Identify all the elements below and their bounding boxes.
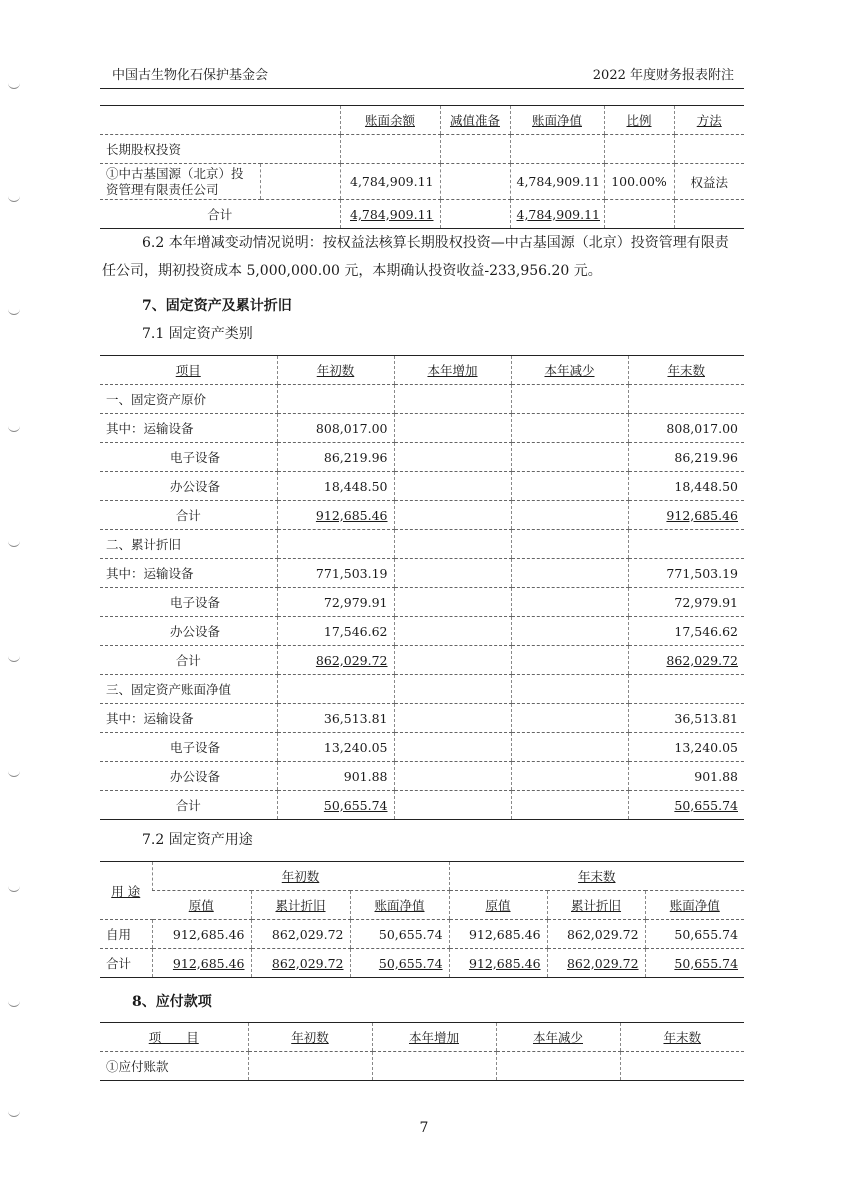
- table-row: [100, 675, 744, 704]
- increase-value: [394, 559, 511, 588]
- row-label: 电子设备: [100, 588, 277, 617]
- header-cell: 账面余额: [340, 106, 440, 135]
- end-value: 862,029.72: [628, 646, 744, 675]
- value-cell: 50,655.74: [645, 920, 744, 949]
- header-cell: 减值准备: [440, 106, 510, 135]
- begin-value: 912,685.46: [277, 501, 394, 530]
- begin-value: 17,546.62: [277, 617, 394, 646]
- begin-value: 18,448.50: [277, 472, 394, 501]
- value-cell: 912,685.46: [152, 949, 251, 978]
- increase-value: [394, 443, 511, 472]
- value-cell: 50,655.74: [350, 949, 449, 978]
- row-label: 合计: [100, 200, 340, 229]
- row-label: 其中：运输设备: [100, 559, 277, 588]
- table-row: [100, 646, 744, 675]
- row-label: 一、固定资产原价: [100, 385, 277, 414]
- header-cell: 本年减少: [496, 1023, 620, 1052]
- begin-value: 862,029.72: [277, 646, 394, 675]
- header-cell: 账面净值: [510, 106, 604, 135]
- section-7-2-title: 7.2 固定资产用途: [142, 832, 253, 848]
- begin-value: [277, 675, 394, 704]
- section-8-title: 8、应付款项: [132, 994, 212, 1010]
- decrease-value: [511, 791, 628, 820]
- row-label: 二、累计折旧: [100, 530, 277, 559]
- increase-value: [394, 414, 511, 443]
- table-row: [100, 443, 744, 472]
- punch-mark: [8, 308, 20, 315]
- increase-value: [394, 646, 511, 675]
- header-cell: 比例: [604, 106, 674, 135]
- end-value: 50,655.74: [628, 791, 744, 820]
- punch-mark: [8, 885, 20, 892]
- decrease-value: [511, 646, 628, 675]
- end-value: 771,503.19: [628, 559, 744, 588]
- value-cell: 912,685.46: [449, 920, 547, 949]
- decrease-value: [511, 675, 628, 704]
- decrease-value: [511, 443, 628, 472]
- table-row: [100, 949, 744, 978]
- table-row: [100, 617, 744, 646]
- increase-value: [394, 675, 511, 704]
- punch-mark: [8, 1000, 20, 1007]
- end-value: 808,017.00: [628, 414, 744, 443]
- row-label: 电子设备: [100, 443, 277, 472]
- table-row: [100, 791, 744, 820]
- note-6-2: 6.2 本年增减变动情况说明：按权益法核算长期股权投资—中古基国源（北京）投资管理有限责任公司，期初投资成本 5,000,000.00 元，本期确认投资收益-233,956.20 元。: [102, 235, 729, 279]
- end-value: 901.88: [628, 762, 744, 791]
- page-number: 7: [419, 1120, 429, 1136]
- end-value: 912,685.46: [628, 501, 744, 530]
- value-cell: 862,029.72: [251, 920, 350, 949]
- decrease-value: [511, 704, 628, 733]
- table-row: [100, 1052, 744, 1081]
- punch-mark: [8, 770, 20, 777]
- row-label: 合计: [100, 791, 277, 820]
- table-subheader-row: [100, 891, 744, 920]
- table-header-row: [100, 356, 744, 385]
- decrease-value: [511, 414, 628, 443]
- row-label: 三、固定资产账面净值: [100, 675, 277, 704]
- value-cell: 862,029.72: [251, 949, 350, 978]
- row-label: 其中：运输设备: [100, 704, 277, 733]
- punch-mark: [8, 1110, 20, 1117]
- row-label: 办公设备: [100, 617, 277, 646]
- header-cell: 本年减少: [511, 356, 628, 385]
- punch-mark: [8, 82, 20, 89]
- value-cell: 862,029.72: [547, 920, 645, 949]
- decrease-value: [511, 617, 628, 646]
- punch-mark: [8, 425, 20, 432]
- decrease-value: [511, 385, 628, 414]
- method: 权益法: [674, 164, 744, 200]
- table-row: [100, 414, 744, 443]
- increase-value: [394, 733, 511, 762]
- header-cell: 年末数: [620, 1023, 744, 1052]
- punch-mark: [8, 655, 20, 662]
- end-value: [628, 530, 744, 559]
- value-cell: 50,655.74: [645, 949, 744, 978]
- punch-mark: [8, 195, 20, 202]
- begin-value: 901.88: [277, 762, 394, 791]
- equity-investment-table: [100, 105, 744, 229]
- value-cell: 912,685.46: [449, 949, 547, 978]
- begin-value: 86,219.96: [277, 443, 394, 472]
- begin-value: 50,655.74: [277, 791, 394, 820]
- increase-value: [394, 472, 511, 501]
- header-cell: 原值: [152, 891, 251, 920]
- value-cell: 912,685.46: [152, 920, 251, 949]
- header-doc-title: 2022 年度财务报表附注: [592, 68, 734, 83]
- table-row: [100, 472, 744, 501]
- ratio: 100.00%: [604, 164, 674, 200]
- begin-value: [277, 530, 394, 559]
- row-label: 长期股权投资: [100, 135, 340, 164]
- row-label: 电子设备: [100, 733, 277, 762]
- decrease-value: [511, 472, 628, 501]
- end-value: 18,448.50: [628, 472, 744, 501]
- row-label: 合计: [100, 949, 152, 978]
- usage-header: 用 途: [100, 862, 152, 920]
- table-row: [100, 530, 744, 559]
- table-row: [100, 704, 744, 733]
- row-label: 其中：运输设备: [100, 414, 277, 443]
- row-label: 合计: [100, 646, 277, 675]
- payables-table: [100, 1022, 744, 1081]
- table-row: [100, 762, 744, 791]
- increase-value: [394, 704, 511, 733]
- table-header-row: [100, 106, 744, 135]
- table-row: [100, 135, 744, 164]
- net-value: 4,784,909.11: [510, 164, 604, 200]
- table-row: [100, 385, 744, 414]
- table-row: [100, 588, 744, 617]
- header-cell: 本年增加: [372, 1023, 496, 1052]
- header-cell: 年末数: [628, 356, 744, 385]
- header-cell: 累计折旧: [547, 891, 645, 920]
- decrease-value: [511, 733, 628, 762]
- header-rule: [100, 88, 744, 89]
- header-cell: 累计折旧: [251, 891, 350, 920]
- table-row: [100, 920, 744, 949]
- fixed-asset-usage-table: [100, 861, 744, 978]
- section-7-1-title: 7.1 固定资产类别: [142, 326, 253, 342]
- end-value: 17,546.62: [628, 617, 744, 646]
- decrease-value: [511, 588, 628, 617]
- table-row: [100, 501, 744, 530]
- row-label: ①应付账款: [100, 1052, 248, 1081]
- row-label: 办公设备: [100, 762, 277, 791]
- header-cell: 本年增加: [394, 356, 511, 385]
- table-row: [100, 200, 744, 229]
- end-value: 86,219.96: [628, 443, 744, 472]
- punch-mark: [8, 540, 20, 547]
- increase-value: [394, 762, 511, 791]
- decrease-value: [511, 559, 628, 588]
- net-value: 4,784,909.11: [510, 200, 604, 229]
- row-label: 办公设备: [100, 472, 277, 501]
- begin-value: 808,017.00: [277, 414, 394, 443]
- begin-value: [277, 385, 394, 414]
- increase-value: [394, 617, 511, 646]
- table-header-row: [100, 862, 744, 891]
- end-header: 年末数: [449, 862, 744, 891]
- header-cell: 年初数: [277, 356, 394, 385]
- row-label: ①中古基国源（北京）投资管理有限责任公司: [100, 164, 260, 200]
- begin-header: 年初数: [152, 862, 449, 891]
- begin-value: 13,240.05: [277, 733, 394, 762]
- begin-value: 36,513.81: [277, 704, 394, 733]
- increase-value: [394, 588, 511, 617]
- header-cell: 项目: [100, 356, 277, 385]
- decrease-value: [511, 501, 628, 530]
- section-7-title: 7、固定资产及累计折旧: [142, 298, 292, 314]
- increase-value: [394, 791, 511, 820]
- end-value: [628, 675, 744, 704]
- book-balance: 4,784,909.11: [340, 200, 440, 229]
- table-row: [100, 733, 744, 762]
- header-cell: 原值: [449, 891, 547, 920]
- fixed-asset-category-table: [100, 355, 744, 820]
- decrease-value: [511, 762, 628, 791]
- table-row: [100, 559, 744, 588]
- end-value: 72,979.91: [628, 588, 744, 617]
- book-balance: 4,784,909.11: [340, 164, 440, 200]
- increase-value: [394, 501, 511, 530]
- value-cell: 862,029.72: [547, 949, 645, 978]
- end-value: 36,513.81: [628, 704, 744, 733]
- begin-value: 771,503.19: [277, 559, 394, 588]
- header-cell: 项 目: [100, 1023, 248, 1052]
- table-row: [100, 164, 744, 200]
- row-label: 自用: [100, 920, 152, 949]
- header-cell: 方法: [674, 106, 744, 135]
- impairment: [440, 164, 510, 200]
- header-cell: 账面净值: [350, 891, 449, 920]
- header-cell: 年初数: [248, 1023, 372, 1052]
- decrease-value: [511, 530, 628, 559]
- header-cell: 账面净值: [645, 891, 744, 920]
- header-cell: [100, 106, 340, 135]
- begin-value: 72,979.91: [277, 588, 394, 617]
- value-cell: 50,655.74: [350, 920, 449, 949]
- header-org: 中国古生物化石保护基金会: [112, 68, 269, 83]
- end-value: 13,240.05: [628, 733, 744, 762]
- increase-value: [394, 530, 511, 559]
- row-label: 合计: [100, 501, 277, 530]
- end-value: [628, 385, 744, 414]
- table-header-row: [100, 1023, 744, 1052]
- increase-value: [394, 385, 511, 414]
